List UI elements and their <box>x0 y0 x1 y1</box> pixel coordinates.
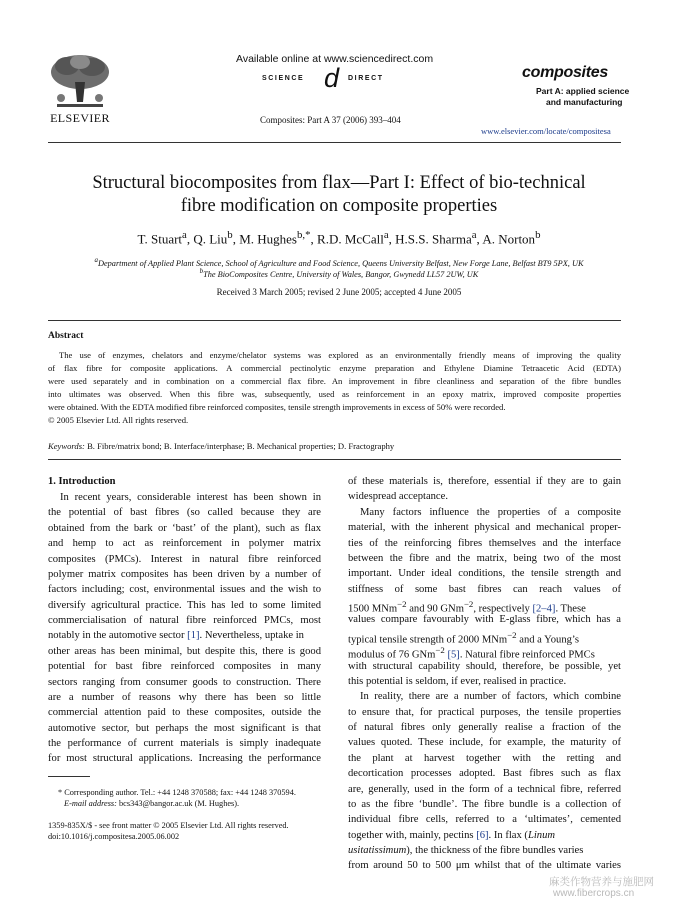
author-separator: , <box>388 231 396 247</box>
header-divider <box>48 142 621 143</box>
author-name: M. Hughes <box>239 231 297 247</box>
body-line <box>348 828 621 843</box>
left-column <box>48 490 321 767</box>
body-text: and 90 GNm <box>406 603 464 615</box>
author-list <box>40 229 638 247</box>
body-line: ties of the reinforcing fibres themselves and the interface <box>348 537 621 549</box>
author-name: H.S.S. Sharma <box>395 231 472 247</box>
body-line: factors including; cost, environmental issues and the wish to <box>48 584 321 596</box>
sd-at-symbol: d <box>324 63 340 93</box>
footnote-text: Corresponding author. Tel.: +44 1248 370588; fax: +44 1248 370594. <box>62 788 296 797</box>
abstract-line: The use of enzymes, chelators and enzyme/chelator systems was explored as an environmentally friendly means of improving the quality <box>59 350 621 360</box>
body-line: of these materials is, therefore, essential if they are to gain <box>348 476 621 487</box>
author-affiliation-mark: b,* <box>297 229 311 241</box>
journal-subtitle-2: and manufacturing <box>546 97 623 107</box>
author-separator: , <box>476 231 483 247</box>
affiliation-b <box>40 268 638 279</box>
title-line: Structural biocomposites from flax—Part I: Effect of bio-technical <box>92 173 586 193</box>
keywords <box>48 441 621 451</box>
body-line: from around 50 to 500 μm whilst that of the ultimate varies <box>348 860 621 872</box>
body-line: important. Under ideal conditions, the tensile strength and <box>348 568 621 580</box>
body-line: the plant at harvest together with the retting and <box>348 752 621 764</box>
section-heading: 1. Introduction <box>48 476 116 487</box>
body-text: typical tensile strength of 2000 MNm <box>348 634 508 646</box>
watermark-text: 麻类作物营养与施肥网 <box>549 876 654 888</box>
author-separator: , <box>232 231 240 247</box>
body-line: this potential is seldom, if ever, realised in practice. <box>348 675 567 687</box>
body-line: commercial attention paid to these composites, outside the <box>48 707 321 719</box>
sd-left-word: SCIENCE <box>262 75 305 82</box>
abstract-heading: Abstract <box>48 331 84 341</box>
author-separator: , <box>310 231 318 247</box>
body-line <box>348 643 621 661</box>
body-line: of natural fibres only generally realise a fraction of the <box>348 722 621 733</box>
body-line: individual fibre cells, referred to a ‘ultimates’, cemented <box>348 814 621 826</box>
title-line: fibre modification on composite properties <box>180 196 498 216</box>
body-text: . These <box>555 603 586 615</box>
author-name: R.D. McCall <box>317 231 384 247</box>
body-text: together with, mainly, pectins <box>348 829 477 841</box>
right-column <box>348 474 621 874</box>
body-line: composites (PMCs). Interest in natural fibre reinforced <box>48 553 321 565</box>
body-line: stiffness of some bast fibres can reach values of <box>348 583 621 595</box>
body-line <box>348 628 621 646</box>
footnote-mark: * <box>58 788 63 797</box>
affiliation-a <box>40 257 638 268</box>
exponent: −2 <box>435 645 445 656</box>
body-line: In reality, there are a number of factors, which combine <box>360 691 621 703</box>
body-text: . Nevertheless, uptake in <box>199 630 304 642</box>
body-text: notably in the automotive sector <box>48 630 188 642</box>
body-line: obtained from the bark or ‘bast’ of the plant), such as flax <box>48 522 321 534</box>
front-matter-copyright: 1359-835X/$ - see front matter © 2005 Elsevier Ltd. All rights reserved. <box>48 821 289 830</box>
affiliation-mark: a <box>94 257 98 264</box>
abstract-line: of flax fibre for composite applications. A commercial pectinolytic enzyme preparation and Ethylene Diamine Tetraacetic Acid (EDTA) <box>48 363 621 373</box>
body-line: commercialisation of natural fibre reinforced PMCs, most <box>48 615 321 626</box>
body-line: polymer matrix composites has been driven by a number of <box>48 568 321 580</box>
author-affiliation-mark: b <box>227 229 233 241</box>
footnote-divider <box>48 776 90 777</box>
body-line: automotive sector, but perhaps the most significant is that <box>48 722 321 734</box>
elsevier-logo <box>40 52 120 126</box>
author-affiliation-mark: a <box>471 229 477 241</box>
abstract-line: were obtained. With the EDTA modified fibre reinforced composites, tensile strength improvements in excess of 50% were recorded. <box>48 402 506 412</box>
body-line: Many factors influence the properties of a composite <box>360 506 621 518</box>
email-note <box>64 799 239 808</box>
body-line: sectors ranging from consumer goods to construction. There <box>48 676 321 688</box>
body-line: for most structural applications. Increasing the performance <box>48 753 321 765</box>
body-line <box>348 843 621 858</box>
body-line: between the fibre and the matrix, being two of the most <box>348 552 621 564</box>
abstract-top-divider <box>48 320 621 321</box>
author-affiliation-mark: a <box>383 229 389 241</box>
body-line: to ensure that, for practical purposes, the tensile properties <box>348 706 621 718</box>
species-name: Linum <box>527 829 556 841</box>
affiliation-mark: b <box>199 268 204 275</box>
citation-link[interactable]: [2–4] <box>532 603 556 615</box>
citation-link[interactable]: [5] <box>447 649 460 661</box>
body-text: modulus of 76 GNm <box>348 649 436 661</box>
doi: doi:10.1016/j.compositesa.2005.06.002 <box>48 832 180 841</box>
watermark-url: www.fibercrops.cn <box>553 888 635 899</box>
publisher-name: ELSEVIER <box>50 111 110 125</box>
available-online-text: Available online at www.sciencedirect.com <box>236 53 434 65</box>
author-affiliation-mark: b <box>535 229 541 241</box>
body-text: , respectively <box>473 603 533 615</box>
body-line: are a number of reasons why there has been so little <box>48 691 321 703</box>
journal-url-link[interactable]: www.elsevier.com/locate/compositesa <box>481 126 611 136</box>
received-dates: Received 3 March 2005; revised 2 June 2005; accepted 4 June 2005 <box>216 287 462 297</box>
article-title <box>40 172 638 218</box>
body-line: In recent years, considerable interest has been shown in <box>60 492 321 503</box>
body-line: potential for bast fibre reinforced composites in many <box>48 661 321 673</box>
body-line: and hemp to act as reinforcement in polymer matrix <box>48 538 321 550</box>
journal-subtitle-1: Part A: applied science <box>536 86 630 96</box>
exponent: −2 <box>507 629 517 640</box>
email-address: bcs343@bangor.ac.uk (M. Hughes). <box>116 799 240 808</box>
author-name: A. Norton <box>482 231 536 247</box>
body-line: other areas has been minimal, but despite this, there is good <box>48 645 321 657</box>
abstract-bottom-divider <box>48 459 621 460</box>
exponent: −2 <box>397 599 407 609</box>
author-name: Q. Liu <box>193 231 228 247</box>
affiliation-text: Department of Applied Plant Science, School of Agriculture and Food Science, Queens University Belfast, New Forge Lane, Belfast BT9 5PX, UK <box>97 258 584 268</box>
species-name: usitatissimum <box>348 845 407 856</box>
body-line: values quoted. These include, for example, the maturity of <box>348 737 621 749</box>
affiliation-text: The BioComposites Centre, University of Wales, Bangor, Gwynedd LL57 2UW, UK <box>203 269 479 279</box>
body-line: with structural capability should, therefore, be possible, yet <box>348 660 621 672</box>
body-line: material, with the inherent physical and mechanical proper- <box>348 522 621 534</box>
body-text: ), the thickness of the fibre bundles varies <box>406 845 584 856</box>
body-text: and a Young’s <box>516 634 579 646</box>
keywords-label: Keywords: <box>48 441 85 451</box>
body-line: decortication processes adopted. Bast fibres such as flax <box>348 768 621 780</box>
corresponding-author-note <box>58 788 296 797</box>
sd-right-word: DIRECT <box>348 75 384 82</box>
exponent: −2 <box>463 599 474 609</box>
body-line: are, generally, used in the form of a technical fibre, referred <box>348 783 621 795</box>
body-line <box>48 628 321 643</box>
keywords-text: B. Fibre/matrix bond; B. Interface/interphase; B. Mechanical properties; D. Fractography <box>84 441 395 451</box>
body-line: diversify agricultural practice. This has led to some limited <box>48 599 321 611</box>
body-line: the performance of current materials is simply inadequate <box>48 738 321 749</box>
abstract-line: were used separately and in combination on a commercial flax fibre. An improvement in fibre cleanliness and separation of the fibre bundles <box>48 376 621 386</box>
body-line: to as the fibre ‘bundle’. The fibre bundle is a collection of <box>348 798 621 810</box>
sciencedirect-logo <box>262 63 422 96</box>
author-separator: , <box>186 231 194 247</box>
author-name: T. Stuart <box>137 231 183 247</box>
body-text: . Natural fibre reinforced PMCs <box>459 649 595 661</box>
body-text: 1500 MNm <box>348 603 398 615</box>
journal-citation: Composites: Part A 37 (2006) 393–404 <box>260 115 401 125</box>
elsevier-tree-icon <box>47 52 113 110</box>
body-text: . In flax ( <box>488 829 528 841</box>
abstract-line: into ultimates was observed. When this fibre was, subsequently, used as reinforcement in an epoxy matrix, improved composite properties <box>48 389 621 399</box>
body-line: the potential of bast fibres (so called because they are <box>48 507 321 519</box>
body-line <box>348 597 621 615</box>
body-line: values compare favourably with E-glass fibre, which has a <box>348 614 621 626</box>
journal-name: composites <box>522 64 608 81</box>
author-affiliation-mark: a <box>182 229 187 241</box>
abstract-copyright: © 2005 Elsevier Ltd. All rights reserved. <box>48 415 189 425</box>
citation-link[interactable]: [1] <box>187 630 200 642</box>
body-line: widespread acceptance. <box>348 491 448 503</box>
email-label: E-mail address: <box>64 799 117 808</box>
citation-link[interactable]: [6] <box>476 829 489 841</box>
